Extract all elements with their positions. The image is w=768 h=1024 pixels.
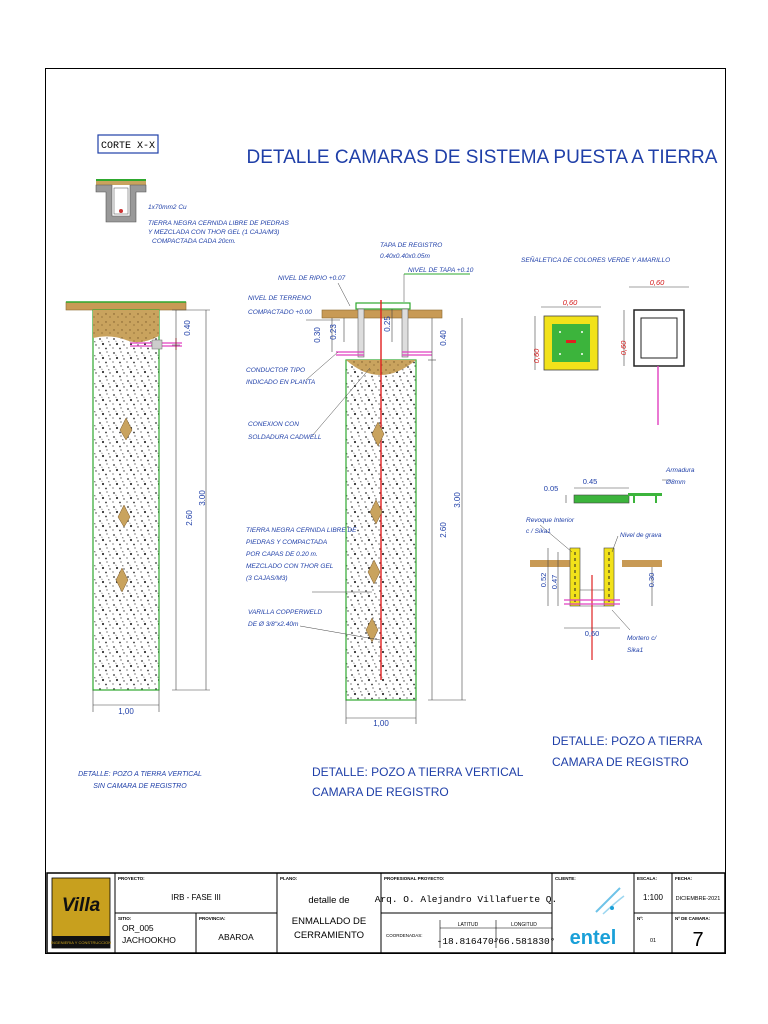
entel-swoosh-icon (596, 888, 624, 914)
tierra-label-4: MEZCLADO CON THOR GEL (246, 563, 334, 570)
profesional-value: Arq. O. Alejandro Villafuerte Q. (374, 894, 558, 905)
center-dim-total: 3.00 (453, 492, 462, 508)
center-dim-025: 0.25 (383, 316, 392, 332)
left-dim-top: 0.40 (183, 320, 192, 336)
tierra-label-2: PIEDRAS Y COMPACTADA (246, 539, 328, 546)
varilla-label-1: VARILLA COPPERWELD (248, 609, 323, 616)
trench-fill-line-2: Y MEZCLADA CON THOR GEL (1 CAJA/M3) (148, 229, 280, 236)
camara-value: 7 (692, 929, 704, 951)
chamber-dim-052: 0.52 (539, 572, 548, 588)
sitio-value-2: JACHOOKHO (122, 935, 176, 945)
proyecto-value: IRB - FASE III (171, 893, 221, 902)
tapa-label-1: TAPA DE REGISTRO (380, 242, 443, 249)
company-logo (51, 878, 111, 948)
section-tag: CORTE X-X (100, 141, 156, 152)
senaletica-label: SEÑALETICA DE COLORES VERDE Y AMARILLO (521, 257, 671, 264)
latitud-label: LATITUD (457, 922, 479, 928)
trench-detail (96, 180, 290, 245)
sitio-value-1: OR_005 (122, 923, 154, 933)
conexion-label-2: SOLDADURA CADWELL (248, 434, 322, 441)
nivel-grava-label: Nivel de grava (620, 532, 662, 539)
cliente-value: entel (569, 927, 617, 949)
fecha-label: FECHA: (675, 876, 692, 881)
conductor-label-2: INDICADO EN PLANTA (246, 379, 316, 386)
longitud-value: -66.581830° (492, 936, 556, 947)
profesional-label: PROFESIONAL PROYECTO: (384, 876, 445, 881)
varilla-label-2: DE Ø 3/8"x2.40m (248, 621, 299, 628)
lid-frame-view (624, 287, 689, 425)
terreno-label-2: COMPACTADO +0.00 (248, 309, 312, 316)
right-caption-2: CAMARA DE REGISTRO (552, 755, 689, 769)
left-caption-1: DETALLE: POZO A TIERRA VERTICAL (78, 771, 202, 778)
revoque-label-2: c / Sika1 (526, 528, 551, 535)
tierra-label-3: POR CAPAS DE 0.20 m. (246, 551, 318, 558)
latitud-value: -18.816470° (436, 936, 500, 947)
trench-cable-label: 1x70mm2 Cu (148, 204, 187, 211)
center-dim-inner: 2.60 (439, 522, 448, 538)
nro-value: 01 (649, 938, 657, 944)
plano-label: PLANO: (280, 876, 298, 881)
tierra-label-5: (3 CAJAS/M3) (246, 575, 288, 582)
proyecto-label: PROYECTO: (118, 876, 145, 881)
center-dim-023: 0.23 (329, 324, 338, 340)
coordenadas-label: COORDENADAS: (386, 933, 423, 938)
plano-value-3: CERRAMIENTO (293, 930, 365, 941)
chamber-dim-030: 0.30 (647, 572, 656, 588)
plano-value-1: detalle de (308, 895, 350, 906)
lid-dim-width: 0.45 (582, 477, 598, 486)
lid-dim-w1: 0,60 (562, 298, 578, 307)
provincia-label: PROVINCIA: (199, 916, 226, 921)
left-dim-width: 1,00 (118, 707, 134, 716)
tierra-label-1: TIERRA NEGRA CERNIDA LIBRE DE (246, 527, 357, 534)
tapa-label-2: 0.40x0.40x0.05m (380, 253, 430, 260)
center-caption-2: CAMARA DE REGISTRO (312, 785, 449, 799)
center-caption-1: DETALLE: POZO A TIERRA VERTICAL (312, 765, 524, 779)
lid-dim-h1: 0,60 (532, 348, 541, 364)
center-dim-030: 0.30 (313, 327, 322, 343)
lid-section-view (566, 480, 670, 503)
mortero-label-1: Mortero c/ (627, 635, 657, 642)
lid-plan-view (535, 307, 601, 370)
left-caption-2: SIN CAMARA DE REGISTRO (93, 783, 187, 790)
plano-value-2: ENMALLADO DE (291, 916, 367, 927)
trench-fill-line-3: COMPACTADA CADA 20cm. (152, 238, 236, 245)
escala-value: 1:100 (642, 893, 664, 902)
cliente-label: CLIENTE: (555, 876, 576, 881)
left-dim-total: 3.00 (198, 490, 207, 506)
provincia-value: ABAROA (218, 932, 254, 942)
longitud-label: LONGITUD (511, 922, 537, 928)
lid-dim-h2: 0,60 (619, 340, 628, 356)
left-pit-detail (66, 302, 210, 712)
right-caption-1: DETALLE: POZO A TIERRA (552, 734, 703, 748)
conexion-label-1: CONEXION CON (248, 421, 299, 428)
armadura-label-2: Ø8mm (666, 479, 686, 486)
camara-label: Nº DE CAMARA: (675, 916, 711, 921)
chamber-dim-047: 0.47 (550, 574, 559, 590)
armadura-label-1: Armadura (666, 467, 695, 474)
terreno-label-1: NIVEL DE TERRENO (248, 295, 312, 302)
trench-fill-line-1: TIERRA NEGRA CERNIDA LIBRE DE PIEDRAS (148, 220, 289, 227)
lid-dim-thickness: 0.05 (543, 484, 559, 493)
revoque-label-1: Revoque Interior (526, 517, 575, 524)
lid-dim-w2: 0,60 (649, 278, 665, 287)
escala-label: ESCALA: (637, 876, 657, 881)
nro-label: Nº: (637, 916, 644, 921)
ripio-label: NIVEL DE RIPIO +0.07 (278, 275, 346, 282)
sitio-label: SITIO: (118, 916, 132, 921)
fecha-value: DICIEMBRE-2021 (675, 896, 721, 902)
center-dim-top: 0.40 (439, 330, 448, 346)
logo-text: Villa (61, 895, 101, 916)
logo-subtext: INGENIERIA Y CONSTRUCCION (50, 940, 112, 945)
nivel-tapa-label: NIVEL DE TAPA +0.10 (408, 267, 474, 274)
chamber-dim-base: 0,60 (584, 629, 600, 638)
page-title: DETALLE CAMARAS DE SISTEMA PUESTA A TIERRA (246, 147, 718, 168)
center-dim-width: 1,00 (373, 719, 389, 728)
mortero-label-2: Sika1 (627, 647, 644, 654)
conductor-label-1: CONDUCTOR TIPO (246, 367, 306, 374)
left-dim-inner: 2.60 (185, 510, 194, 526)
